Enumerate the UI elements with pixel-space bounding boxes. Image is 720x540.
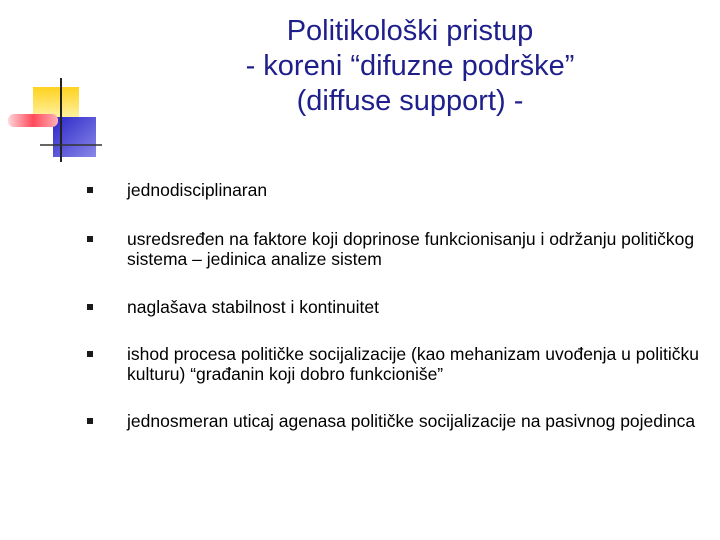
bullet-text: ishod procesa političke socijalizacije (kao mehanizam uvođenja u političku kulturu) “građanin koji dobro funkcioniše” [127,344,699,384]
bullet-text: usredsređen na faktore koji doprinose funkcionisanju i održanju političkog sistema – jedinica analize sistem [127,229,695,269]
bullet-list [85,180,705,431]
bullet-text: jednosmeran uticaj agenasa političke socijalizacije na pasivnog pojedinca [127,411,696,431]
square-bullet-icon [87,304,93,310]
deco-blue-square [53,117,96,157]
slide-title [150,14,670,119]
bullet-item [85,180,705,200]
bullet-text: naglašava stabilnost i kontinuitet [127,297,379,317]
bullet-item [85,411,705,431]
bullet-item [85,344,705,384]
title-line-2: - koreni “difuzne podrške” [245,50,575,82]
decorative-logo [0,0,110,170]
square-bullet-icon [87,236,93,242]
bullet-text: jednodisciplinaran [127,180,268,200]
square-bullet-icon [87,187,93,193]
bullet-item [85,229,705,269]
bullet-item [85,297,705,317]
deco-yellow-square [33,87,79,117]
square-bullet-icon [87,351,93,357]
title-line-1: Politikološki pristup [286,15,534,47]
square-bullet-icon [87,418,93,424]
deco-red-bar [8,114,58,127]
title-line-3: (diffuse support) - [296,85,524,117]
